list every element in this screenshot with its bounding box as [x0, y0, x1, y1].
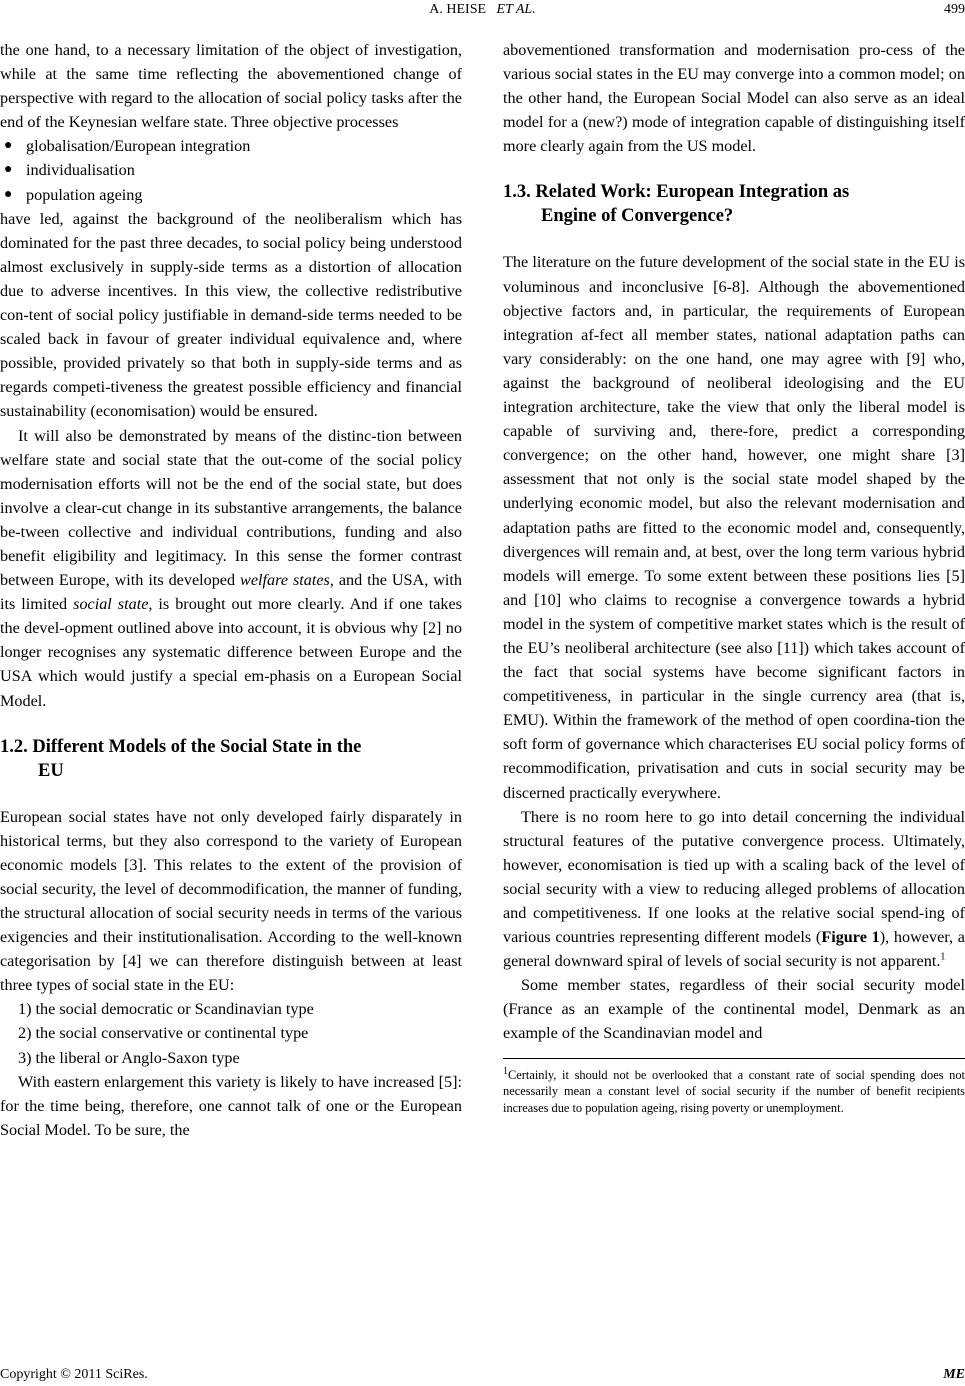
state-types-list: [0, 997, 462, 1069]
left-column: [0, 38, 462, 1142]
page-number: 499: [944, 2, 965, 17]
running-head-authors: [0, 2, 965, 18]
list-item: 1) the social democratic or Scandinavian type: [18, 1000, 314, 1019]
bullet-icon: ●: [4, 162, 13, 178]
paragraph: It will also be demonstrated by means of the distinc-tion between welfare state and social state that the out-come of the social policy modernisation efforts will not be the end of the social state, but does involve a clear-cut change in its substantive arrangements, the balance be-tween collective and individual contributions, funding and also benefit eligibility and legitimacy. In this sense the former contrast between Europe, with its developed welfare states, and the USA, with its limited social state, is brought out more clearly. And if one takes the devel-opment outlined above into account, it is obvious why [2] no longer recognises any systematic difference between Europe and the USA which would justify a special em-phasis on a European Social Model.: [0, 426, 463, 710]
paragraph: have led, against the background of the neoliberalism which has dominated for the past three decades, to social policy being understood almost exclusively in supply-side terms as a distortion of allocation due to adverse incentives. In this view, the collective redistributive con-tent of social policy justifiable in demand-side terms needed to be scaled back in favour of greater individual equivalence and, where possible, provided privately so that both in supply-side terms and as regards competi-tiveness the greatest possible efficiency and financial sustainability (economisation) would be ensured.: [0, 209, 462, 421]
copyright-notice: Copyright © 2011 SciRes.: [0, 1367, 148, 1382]
author-name: A. HEISE: [429, 2, 487, 17]
list-item: ● individualisation: [0, 158, 462, 182]
bullet-icon: ●: [4, 186, 13, 202]
process-list: [0, 134, 462, 206]
section-heading-1-2: 1.2. Different Models of the Social State in the EU: [0, 736, 362, 781]
right-column: [503, 38, 965, 1116]
paragraph: abovementioned transformation and modernisation pro-cess of the various social states in the EU may converge into a common model; on the other hand, the European Social Model can also serve as an ideal model for a (new?) mode of integration capable of distinguishing itself more clearly again from the US model.: [503, 41, 965, 156]
journal-abbrev: ME: [943, 1367, 965, 1382]
list-item: ● population ageing: [0, 183, 462, 207]
paragraph: With eastern enlargement this variety is likely to have increased [5]: for the time being, therefore, one cannot talk of one or the European Social Model. To be sure, the: [0, 1072, 462, 1139]
list-item: 3) the liberal or Anglo-Saxon type: [18, 1048, 240, 1067]
list-item: 2) the social conservative or continental type: [18, 1024, 309, 1043]
paragraph: Some member states, regardless of their social security model (France as an example of the continental model, Denmark as an example of the Scandinavian model and: [503, 976, 965, 1043]
section-heading-1-3: 1.3. Related Work: European Integration as Engine of Convergence?: [503, 182, 850, 227]
paragraph: There is no room here to go into detail concerning the individual structural features of the putative convergence process. Ultimately, however, economisation is tied up with a scaling back of the level of social security with a view to reducing alleged problems of allocation and competitiveness. If one looks at the relative social spend-ing of various countries representing different models (Figure 1), however, a general downward spiral of levels of social security is not apparent.$^1$: [503, 807, 965, 971]
bullet-icon: ●: [4, 138, 13, 154]
footnote-divider: [503, 1058, 965, 1059]
figure-reference: Figure 1: [821, 928, 880, 947]
paragraph: European social states have not only developed fairly disparately in historical terms, but they also correspond to the variety of European economic models [3]. This relates to the extent of the provision of social security, the level of decommodification, the manner of funding, the structural allocation of social security needs in terms of the various exigencies and their institutionalisation. According to the well-known categorisation by [4] we can therefore distinguish between at least three types of social state in the EU:: [0, 807, 462, 995]
footnote: $^1$Certainly, it should not be overlooked that a constant rate of social spending does not necessarily mean a constant level of social security if the number of benefit recipients increases due to population ageing, rising poverty or unemployment.: [503, 1065, 965, 1115]
page-header: [0, 0, 965, 24]
paragraph: the one hand, to a necessary limitation of the object of investigation, while at the same time reflecting the abovementioned change of perspective with regard to the allocation of social policy tasks after the end of the Keynesian welfare state. Three objective processes: [0, 41, 462, 132]
author-etal: ET AL.: [496, 2, 536, 17]
list-item: ● globalisation/European integration: [0, 134, 462, 158]
footnote-marker: 1: [940, 951, 946, 963]
paragraph: The literature on the future development of the social state in the EU is voluminous and inconclusive [6-8]. Although the abovementioned objective factors and, in particular, the requirements of European integration af-fect all member states, national adaptation paths can vary considerably: on the one hand, one may agree with [9] who, against the background of neoliberal ideologising and the EU integration architecture, take the view that only the liberal model is capable of surviving and, there-fore, predict a corresponding convergence; on the other hand, however, one might share [3] assessment that not only is the social state model shaped by the underlying economic model, but also the relevant modernisation and adaptation paths are fitted to the economic model and, consequently, divergences will remain and, at best, over the long term various hybrid models will emerge. To some extent between these positions lies [5] and [10] who claims to recognise a convergence towards a hybrid model in the system of competitive market states which is the result of the EU’s neoliberal architecture (see also [11]) which takes account of the fact that social systems have become significant factors in competitiveness, in particular in the single currency area (that is, EMU). Within the framework of the method of open coordina-tion the soft form of governance which characterises EU social policy forms of recommodification, privatisation and cuts in social security may be discerned practically everywhere.: [503, 253, 965, 802]
